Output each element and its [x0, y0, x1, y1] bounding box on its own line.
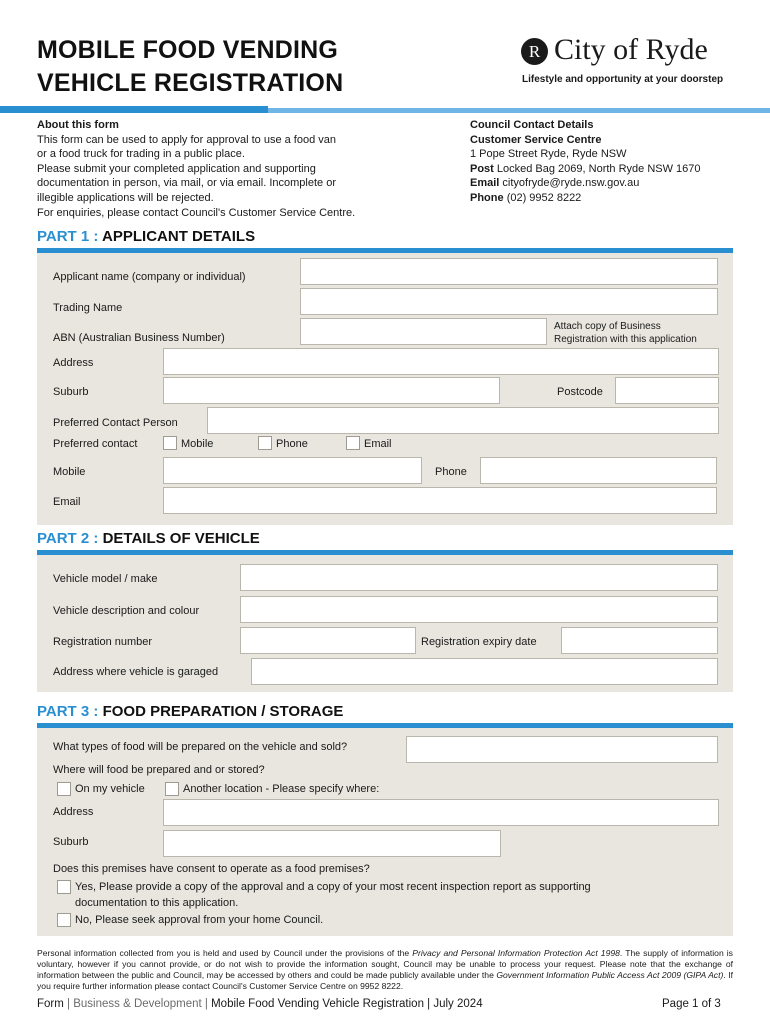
- footer-form-label: Form: [37, 998, 64, 1010]
- preferred-email-checkbox[interactable]: [346, 436, 360, 450]
- registration-expiry-field[interactable]: [561, 627, 718, 654]
- privacy-act-name: Privacy and Personal Information Protection Act 1998: [412, 948, 620, 958]
- contact-address: 1 Pope Street Ryde, Ryde NSW: [470, 148, 627, 161]
- consent-no-label: No, Please seek approval from your home Council.: [75, 914, 324, 926]
- phone-field[interactable]: [480, 457, 717, 484]
- part2-heading: [37, 530, 260, 547]
- title-line-2: VEHICLE REGISTRATION: [37, 69, 344, 97]
- page-number: Page 1 of 3: [662, 998, 721, 1010]
- consent-yes-label-2: documentation to this application.: [75, 897, 239, 909]
- about-this-form: [37, 118, 437, 220]
- about-line: illegible applications will be rejected.: [37, 191, 214, 204]
- registration-number-field[interactable]: [240, 627, 416, 654]
- suburb-label: Suburb: [53, 386, 89, 398]
- email-value[interactable]: cityofryde@ryde.nsw.gov.au: [502, 177, 640, 190]
- footer-doc-name: Mobile Food Vending Vehicle Registration | July 2024: [211, 998, 483, 1010]
- abn-field[interactable]: [300, 318, 547, 345]
- postcode-field[interactable]: [615, 377, 719, 404]
- part1-heading: [37, 228, 255, 245]
- council-contact-details: [470, 118, 760, 206]
- header-accent-bar-light: [268, 108, 770, 113]
- city-of-ryde-logo: [521, 34, 736, 94]
- privacy-notice: [37, 948, 733, 992]
- part3-heading: [37, 703, 343, 720]
- prep-suburb-field[interactable]: [163, 830, 501, 857]
- abn-label: ABN (Australian Business Number): [53, 332, 225, 344]
- part3-number: PART 3 :: [37, 703, 99, 720]
- footer-breadcrumb: [37, 998, 483, 1010]
- preferred-person-label: Preferred Contact Person: [53, 417, 178, 429]
- logo-tagline: Lifestyle and opportunity at your doorstep: [522, 74, 724, 85]
- prep-address-field[interactable]: [163, 799, 719, 826]
- another-location-label: Another location - Please specify where:: [183, 783, 380, 795]
- another-location-checkbox[interactable]: [165, 782, 179, 796]
- applicant-name-field[interactable]: [300, 258, 718, 285]
- contact-centre: Customer Service Centre: [470, 133, 602, 146]
- part2-title: DETAILS OF VEHICLE: [102, 530, 260, 547]
- part1-title: APPLICANT DETAILS: [102, 228, 256, 245]
- abn-note: [554, 320, 697, 346]
- preferred-contact-label: Preferred contact: [53, 438, 138, 450]
- mobile-field[interactable]: [163, 457, 422, 484]
- contact-post: [470, 162, 760, 177]
- about-line: This form can be used to apply for approval to use a food van: [37, 133, 337, 146]
- preferred-mobile-checkbox[interactable]: [163, 436, 177, 450]
- registration-number-label: Registration number: [53, 636, 153, 648]
- mobile-label: Mobile: [53, 466, 86, 478]
- trading-name-label: Trading Name: [53, 302, 123, 314]
- consent-question-label: Does this premises have consent to operate as a food premises?: [53, 863, 370, 875]
- on-my-vehicle-checkbox[interactable]: [57, 782, 71, 796]
- registration-expiry-label: Registration expiry date: [421, 636, 537, 648]
- title-line-1: MOBILE FOOD VENDING: [37, 36, 339, 64]
- email-label: Email: [53, 496, 81, 508]
- contact-phone: [470, 191, 760, 206]
- contact-email: [470, 176, 760, 191]
- part1-number: PART 1 :: [37, 228, 99, 245]
- gipa-act-name: Government Information Public Access Act 2009 (GIPA Act): [496, 970, 724, 980]
- abn-note-line: Registration with this application: [554, 334, 697, 345]
- part2-number: PART 2 :: [37, 530, 99, 547]
- phone-value: (02) 9952 8222: [506, 191, 582, 204]
- consent-no-checkbox[interactable]: [57, 913, 71, 927]
- phone-label: Phone: [435, 466, 467, 478]
- preferred-mobile-label: Mobile: [181, 438, 214, 450]
- logo-text: City of Ryde: [554, 33, 708, 66]
- garaged-address-field[interactable]: [251, 658, 718, 685]
- privacy-text-2: . The supply of information is voluntary, however if you cannot provide, or do not wish to provide the information sought, Council may be unable to process your request. Please note that the exchange of information between the public and Council, may be accessed by others and could be made publicly available under the: [37, 948, 733, 980]
- phone-label: Phone: [470, 191, 504, 204]
- post-label: Post: [470, 162, 494, 175]
- prep-address-label: Address: [53, 806, 94, 818]
- about-line: or a food truck for trading in a public place.: [37, 148, 245, 161]
- privacy-text-1: Personal information collected from you is held and used by Council under the provisions of the: [37, 948, 410, 958]
- preferred-email-label: Email: [364, 438, 392, 450]
- on-my-vehicle-label: On my vehicle: [75, 783, 145, 795]
- consent-yes-checkbox[interactable]: [57, 880, 71, 894]
- address-label: Address: [53, 357, 94, 369]
- about-line: Please submit your completed application and supporting: [37, 162, 316, 175]
- about-heading: About this form: [37, 119, 119, 131]
- trading-name-field[interactable]: [300, 288, 718, 315]
- applicant-name-label: Applicant name (company or individual): [53, 271, 246, 283]
- email-field[interactable]: [163, 487, 717, 514]
- address-field[interactable]: [163, 348, 719, 375]
- food-types-label: What types of food will be prepared on the vehicle and sold?: [53, 741, 348, 753]
- header-accent-bar: [0, 106, 268, 113]
- vehicle-model-field[interactable]: [240, 564, 718, 591]
- preferred-phone-checkbox[interactable]: [258, 436, 272, 450]
- email-label: Email: [470, 177, 500, 190]
- footer-section: | Business & Development |: [63, 998, 212, 1010]
- postcode-label: Postcode: [557, 386, 603, 398]
- about-line: For enquiries, please contact Council's Customer Service Centre.: [37, 206, 356, 219]
- consent-yes-label-1: Yes, Please provide a copy of the approval and a copy of your most recent inspection report as supporting: [75, 881, 591, 893]
- about-line: documentation in person, via mail, or via email. Incomplete or: [37, 177, 336, 190]
- suburb-field[interactable]: [163, 377, 500, 404]
- privacy-text-3: . If you require further information please contact Council's Customer Service Centre on 9952 8222.: [37, 970, 733, 991]
- vehicle-description-label: Vehicle description and colour: [53, 605, 200, 617]
- prep-suburb-label: Suburb: [53, 836, 89, 848]
- page-title: [37, 34, 343, 100]
- food-types-field[interactable]: [406, 736, 718, 763]
- post-value: Locked Bag 2069, North Ryde NSW 1670: [496, 162, 701, 175]
- vehicle-description-field[interactable]: [240, 596, 718, 623]
- logo-mark-icon: R: [521, 38, 548, 65]
- garaged-address-label: Address where vehicle is garaged: [53, 666, 219, 678]
- vehicle-model-label: Vehicle model / make: [53, 573, 158, 585]
- preferred-phone-label: Phone: [276, 438, 308, 450]
- contact-heading: Council Contact Details: [470, 119, 594, 131]
- part3-title: FOOD PREPARATION / STORAGE: [102, 703, 344, 720]
- prep-location-label: Where will food be prepared and or stored?: [53, 764, 265, 776]
- abn-note-line: Attach copy of Business: [554, 321, 661, 332]
- preferred-person-field[interactable]: [207, 407, 719, 434]
